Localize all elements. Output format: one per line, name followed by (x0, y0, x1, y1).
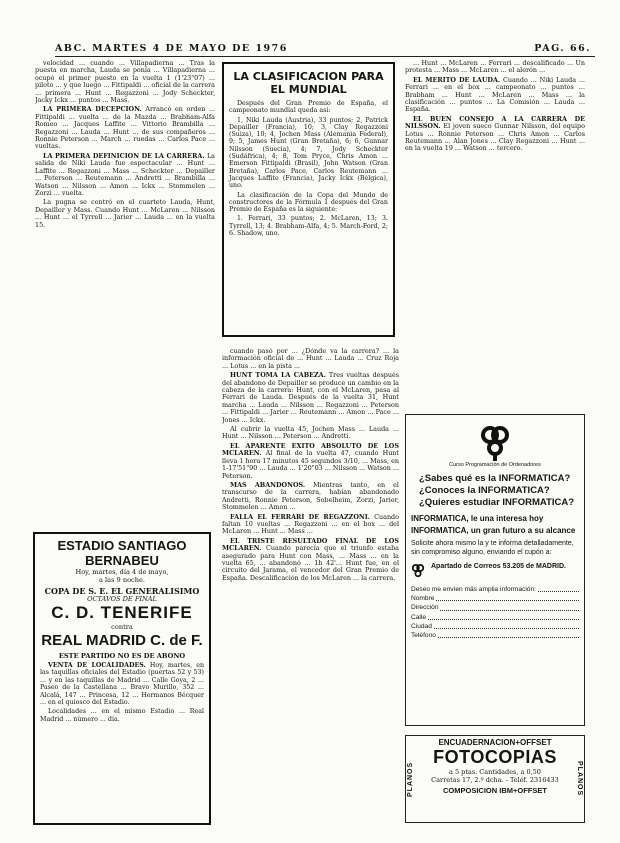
col2-paragraph (222, 538, 399, 582)
question-2: ¿Conoces la INFORMATICA? (419, 485, 550, 496)
ad-note: ESTE PARTIDO NO ES DE ABONO (58, 652, 186, 660)
clasif-drivers: 1, Niki Lauda (Austria), 33 puntos; 2, Patrick Depailler (Francia), 10; 3, Clay Regazzoni (Suiza), 10; 4, Jochen Mass (Alemania Federal), 9; 5, James Hunt (Gran Bretaña), 6; 6, Gunnar Nilsson (Suecia), 4; 7, Jody Scheckter (Sudáfrica), 4; 8, Tom Pryce, Chris Amon ... Emerson Fittipaldi (Brasil), John Watson (Gran Bretaña), Carlos Pace, Carlos Reutemann ... Jacques Laffite (Francia), Jacky Ickx (Bélgica), uno. (229, 116, 388, 190)
clasificacion-body (229, 100, 388, 237)
col1-paragraph: La pugna se centró en el cuarteto Lauda, Hunt, Depailler y Mass. Cuando Hunt ... McLaren ... Nilsson ... Hunt ... el Tyrrell ... Jarier ... Lauda ... en la vuelta 15. (35, 198, 215, 229)
ad-time: a las 9 noche. (99, 576, 145, 584)
title-line-1: LA CLASIFICACION PARA (233, 70, 384, 83)
title-line-2: EL MUNDIAL (270, 83, 347, 96)
address-row (411, 562, 579, 580)
dotted-line (428, 613, 579, 620)
ad-line-fotocopias: FOTOCOPIAS (433, 747, 557, 767)
col2-text: Al final de la vuelta 47, cuando Hunt lleva 1 hora 17 minutos 45 segundos 3/10, ... Mass, en 1-17'51"90 ... Lauda ... 1'20"03 ... Nilsson ... Watson ... Peterson. (222, 449, 399, 480)
field-label: Ciudad (411, 622, 432, 630)
logo-caption: Curso Programación de Ordenadores (449, 462, 541, 468)
ad-vs: contra (111, 623, 133, 631)
ad-line-2: INFORMATICA, un gran futuro a su alcance (411, 526, 576, 535)
col2-text: Mientras tanto, en el transcurso de la carrera, habían abandonado Andretti, Ronnie Peterson, Sobelheim, Zorzi, Jarier, Stommelen ... Amon ... (222, 480, 399, 512)
col2-text: Tres vueltas después del abandono de Depailler se produce un cambio en la cabeza de la carrera: Hunt, con el McLaren, pasa al Ferrari de Lauda. Después de la vuelta 31, Hunt marcha ... Lauda ... Nilsson ... Regazzoni ... Peterson ... Fittipaldi ... Jarier ... Reutemann ... Amon ... Pace ... Jones ... Ickx. (222, 371, 399, 424)
subheading: EL BUEN CONSEJO A LA CARRERA DE NILSSON. (405, 114, 585, 131)
coupon-field-direccion (411, 603, 579, 612)
col3-paragraph (405, 116, 585, 153)
col3-text: Cuando ... Niki Lauda ... Ferrari ... en el box ... campeonato ... puntos ... Brabham ... Hunt ... McLaren ... Mass ... la clasificación ... puntos ... La Comisión ... Lauda ... España. (405, 75, 585, 114)
subheading: EL APARENTE EXITO ABSOLUTO DE LOS MCLAREN. (222, 441, 399, 458)
dotted-line (438, 631, 579, 638)
question-3: ¿Quieres estudiar INFORMATICA? (419, 497, 575, 508)
ad-line-address: Carretas 17, 2.º dcha. - Teléf. 2316433 (431, 776, 559, 784)
subheading: LA PRIMERA DEFINICION DE LA CARRERA. (43, 151, 205, 160)
coupon-field-ciudad (411, 622, 579, 631)
subheading: LA PRIMERA DECEPCION. (43, 105, 142, 114)
col1-text: La salida de Niki Lauda fue espectacular ... Hunt ... Laffite ... Regazzoni ... Mass ... Scheckter ... Depailler ... Peterson ... Reutemann ... Andretti ... Brambilla ... Watson ... Nilsson ... Amon ... Ickx ... Stommelen ... Zorzi ... vuelta. (35, 151, 215, 197)
ad-cup: COPA DE S. E. EL GENERALISIMO (44, 586, 200, 596)
subheading: FALLA EL FERRARI DE REGAZZONI. (230, 512, 370, 521)
clasif-intro-2: La clasificación de la Copa del Mundo de constructores de la Fórmula 1 después del Gran Premio de España es la siguiente: (229, 191, 388, 214)
side-label-left: PLANOS (407, 761, 414, 797)
ad-line-1: INFORMATICA, le una interesa hoy (411, 514, 544, 523)
fotocopias-ad (405, 735, 585, 823)
page-number: PAG. 66. (534, 43, 591, 54)
ad-date: Hoy, martes, día 4 de mayo, (75, 568, 169, 576)
dotted-line (538, 585, 579, 592)
ad-round: OCTAVOS DE FINAL (87, 595, 157, 603)
ad-venta-text: Hoy, martes, en las taquillas oficiales del Estadio (puertas 52 y 53) ... y en las taquillas de Madrid ... Calle Goya, 2 ... Paseo de la Castellana ... Bravo Murillo, 352 ... Alcalá, 147 ... Princesa, 12 ... Hermanos Bécquer ... en el quiosco del Estadio. (40, 662, 204, 707)
informatica-mini-logo-icon (411, 562, 425, 580)
coupon-form (411, 585, 579, 640)
dotted-line (440, 603, 579, 610)
column-1 (35, 60, 215, 525)
coupon-field-calle (411, 613, 579, 622)
field-label: Calle (411, 613, 427, 621)
estadio-ad (33, 532, 211, 825)
clasif-constructors: 1. Ferrari, 33 puntos; 2. McLaren, 13; 3. Tyrrell, 13; 4. Brabham-Alfa, 4; 5. March-Ford, 2; 6. Shadow, uno. (229, 215, 388, 238)
clasificacion-title (229, 70, 388, 96)
clasificacion-box (222, 62, 395, 337)
column-3 (405, 60, 585, 408)
field-label: Nombre (411, 595, 435, 603)
ad-line-composicion: COMPOSICION IBM+OFFSET (443, 786, 547, 795)
header-date: ABC. MARTES 4 DE MAYO DE 1976 (55, 43, 288, 54)
col3-text: El joven sueco Gunnar Nilsson, del equipo Lotus ... Ronnie Peterson ... Chris Amon ... Carlos Reutemann ... Alan Jones ... Clay Regazzoni ... Hunt ... en la vuelta 19 ... Watson ... tercero. (405, 122, 585, 153)
dotted-line (436, 594, 579, 601)
col1-text: Arrancó en orden ... Fittipaldi ... vuelta ... de la Mazda ... Brabham-Alfa Romeo ... Jacques Laffite ... Vittorio Brambilla ... Regazzoni ... Lauda ... Hunt ... de sus compañeros ... Ronnie Peterson ... March ... ruedas ... Carlos Pace ... vueltas. (35, 105, 215, 151)
field-label: Teléfono (411, 632, 436, 640)
col3-paragraph: ... Hunt ... McLaren ... Ferrari ... descalificado ... Un protesta ... Mass ... McLaren ... el alerón ... (405, 60, 585, 75)
informatica-ad (405, 414, 585, 726)
ad-line-price: a 5 ptas. Cantidades, a 0,50 (449, 768, 541, 776)
col1-paragraph: velocidad ... cuando ... Villapadierna ... Tras la puesta en marcha, Lauda se ponía ... Villapadierna ... ocupó el primer puesto en la vuelta 1 (1'23"07) ... piloto ... y que luego ... Fittipaldi ... oficial de la carrera ... primera ... Hunt ... Regazzoni ... Jody Scheckter, Jacky Ickx ... puntos ... Mass. (35, 60, 215, 105)
question-1: ¿Sabes qué es la INFORMATICA? (419, 473, 571, 484)
coupon-field-telefono (411, 631, 579, 640)
subheading: MAS ABANDONOS. (230, 480, 306, 489)
ad-small-text: Solicite ahora mismo la y te informa detalladamente, sin compromiso alguno, enviando el cupón a: (411, 540, 574, 556)
ad-venta (40, 662, 204, 706)
col2-text: Cuando faltan 10 vueltas ... Regazzoni ... en el box ... del McLaren ... Hunt ... Mass ... (222, 512, 399, 536)
ad-stadium-name: ESTADIO SANTIAGO BERNABEU (57, 538, 187, 568)
col2-text: Cuando parecía que el triunfo estaba asegurado para Hunt con Mass, ... Mass ... en la vuelta 65, ... abandonó ... 1h 42'... Hunt fue, en el circuito del Jarama, el vencedor del Gran Premio de España. Descalificación de los McLaren ... la carrera. (222, 544, 399, 582)
page-header (55, 43, 595, 57)
side-label-right: PLANOS (576, 761, 583, 797)
coupon-intro (411, 585, 579, 594)
col2-paragraph (222, 482, 399, 512)
ad-body (40, 662, 204, 723)
coupon-field-nombre (411, 594, 579, 603)
col3-paragraph (405, 77, 585, 114)
dotted-line (434, 622, 579, 629)
ad-line-encuadernacion: ENCUADERNACION+OFFSET (438, 738, 552, 747)
ad-team-2: REAL MADRID C. de F. (41, 632, 203, 649)
subheading: VENTA DE LOCALIDADES. (48, 662, 146, 669)
header-rule (55, 56, 595, 57)
col2-paragraph (222, 514, 399, 536)
col2-paragraph (222, 372, 399, 424)
col2-paragraph: cuando pasó por ... ¿Dónde va la carrera? ... la información oficial de ... Hunt ... Lauda ... Cruz Roja ... Lotus ... en la pista ... (222, 348, 399, 370)
col1-paragraph (35, 106, 215, 150)
col2-paragraph: Al cubrir la vuelta 45, Jochen Mass ... Lauda ... Hunt ... Nilsson ... Peterson ... Andretti. (222, 425, 399, 441)
ad-foot: Localidades ... en el mismo Estadio ... Real Madrid ... número ... día. (40, 708, 204, 723)
ad-team-1: C. D. TENERIFE (51, 603, 193, 622)
field-label: Dirección (411, 604, 439, 612)
informatica-logo-icon (479, 422, 511, 462)
coupon-intro-label: Deseo me envíen más amplia información: (411, 586, 536, 593)
col1-paragraph (35, 153, 215, 197)
col2-paragraph (222, 443, 399, 480)
fotocopias-content (420, 738, 570, 795)
ad-address: Apartado de Correos 53.205 de MADRID. (431, 563, 566, 570)
subheading: HUNT TOMA LA CABEZA. (230, 371, 326, 380)
subheading: EL TRISTE RESULTADO FINAL DE LOS MCLAREN. (222, 536, 399, 553)
clasif-intro: Después del Gran Premio de España, el campeonato mundial queda así: (229, 100, 388, 115)
subheading: EL MERITO DE LAUDA. (413, 75, 501, 84)
column-2 (222, 348, 399, 818)
